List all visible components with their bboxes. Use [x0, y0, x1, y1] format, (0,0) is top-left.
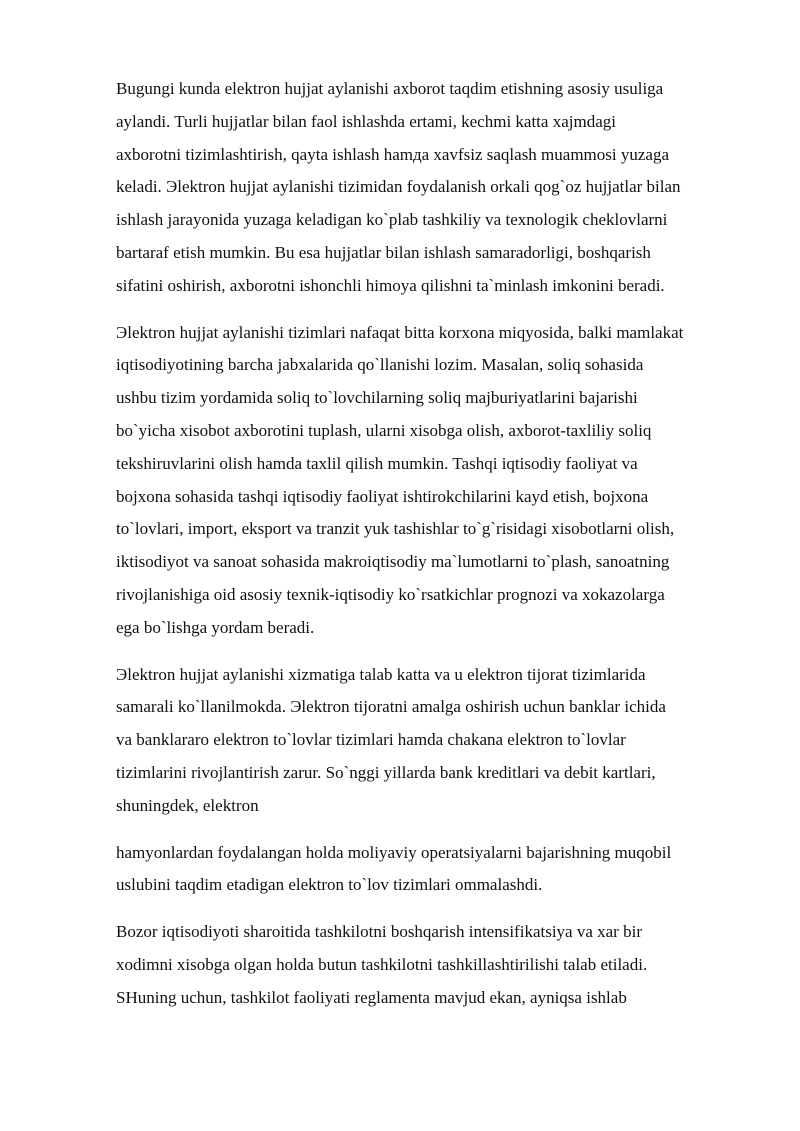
text-line: keladi. Эlektron hujjat aylanishi tizimidan foydalanish orkali qog`oz hujjatlar bilan	[116, 177, 681, 197]
text-line: tizimlarini rivojlantirish zarur. So`nggi yillarda bank kreditlari va debit kartlari,	[116, 762, 656, 782]
text-line: samarali ko`llanilmokda. Эlektron tijoratni amalga oshirish uchun banklar ichida	[116, 697, 666, 717]
text-line: sifatini oshirish, axborotni ishonchli himoya qilishni ta`minlash imkonini beradi.	[116, 275, 665, 295]
text-line: aylandi. Turli hujjatlar bilan faol ishlashda ertami, kechmi katta xajmdagi	[116, 111, 616, 131]
text-line: iktisodiyot va sanoat sohasida makroiqtisodiy ma`lumotlarni to`plash, sanoatning	[116, 552, 670, 572]
text-line: ushbu tizim yordamida soliq to`lovchilarning soliq majburiyatlarini bajarishi	[116, 388, 638, 408]
document-body	[116, 74, 748, 1030]
paragraph-1	[116, 74, 748, 304]
text-line: ega bo`lishga yordam beradi.	[116, 617, 315, 637]
text-line: Bozor iqtisodiyoti sharoitida tashkilotni boshqarish intensifikatsiya va xar bir	[116, 922, 642, 942]
text-line: ishlash jarayonida yuzaga keladigan ko`plab tashkiliy va texnologik cheklovlarni	[116, 210, 668, 230]
text-line: Bugungi kunda elektron hujjat aylanishi axborot taqdim etishning asosiy usuliga	[116, 79, 664, 98]
paragraph-5	[116, 917, 748, 1015]
text-line: bojxona sohasida tashqi iqtisodiy faoliyat ishtirokchilarini kayd etish, bojxona	[116, 486, 649, 506]
text-line: to`lovlari, import, eksport va tranzit yuk tashishlar to`g`risidagi xisobotlarni olish,	[116, 519, 675, 539]
text-line: SHuning uchun, tashkilot faoliyati reglamenta mavjud ekan, ayniqsa ishlab	[116, 987, 627, 1007]
text-line: iqtisodiyotining barcha jabxalarida qo`llanishi lozim. Masalan, soliq sohasida	[116, 355, 644, 375]
text-line: Эlektron hujjat aylanishi xizmatiga talab katta va u elektron tijorat tizimlarida	[116, 664, 646, 684]
text-line: tekshiruvlarini olish hamda taxlil qilish mumkin. Tashqi iqtisodiy faoliyat va	[116, 453, 638, 473]
text-line: va banklararo elektron to`lovlar tizimlari hamda chakana elektron to`lovlar	[116, 730, 626, 750]
text-line: axborotni tizimlashtirish, qayta ishlash hamдa xavfsiz saqlash muammosi yuzaga	[116, 144, 669, 164]
text-line: uslubini taqdim etadigan elektron to`lov tizimlari ommalashdi.	[116, 875, 543, 895]
text-line: bartaraf etish mumkin. Bu esa hujjatlar bilan ishlash samaradorligi, boshqarish	[116, 242, 651, 262]
text-line: Эlektron hujjat aylanishi tizimlari nafaqat bitta korxona miqyosida, balki mamlakat	[116, 322, 684, 342]
paragraph-4	[116, 838, 748, 904]
paragraph-2	[116, 318, 748, 646]
text-line: hamyonlardan foydalangan holda moliyaviy operatsiyalarni bajarishning muqobil	[116, 842, 672, 862]
paragraph-3	[116, 660, 748, 824]
text-line: rivojlanishiga oid asosiy texnik-iqtisodiy ko`rsatkichlar prognozi va xokazolarga	[116, 584, 665, 604]
text-line: bo`yicha xisobot axborotini tuplash, ularni xisobga olish, axborot-taxliliy soliq	[116, 420, 652, 440]
text-line: shuningdek, elektron	[116, 795, 259, 815]
text-line: xodimni xisobga olgan holda butun tashkilotni tashkillashtirilishi talab etiladi.	[116, 954, 648, 974]
